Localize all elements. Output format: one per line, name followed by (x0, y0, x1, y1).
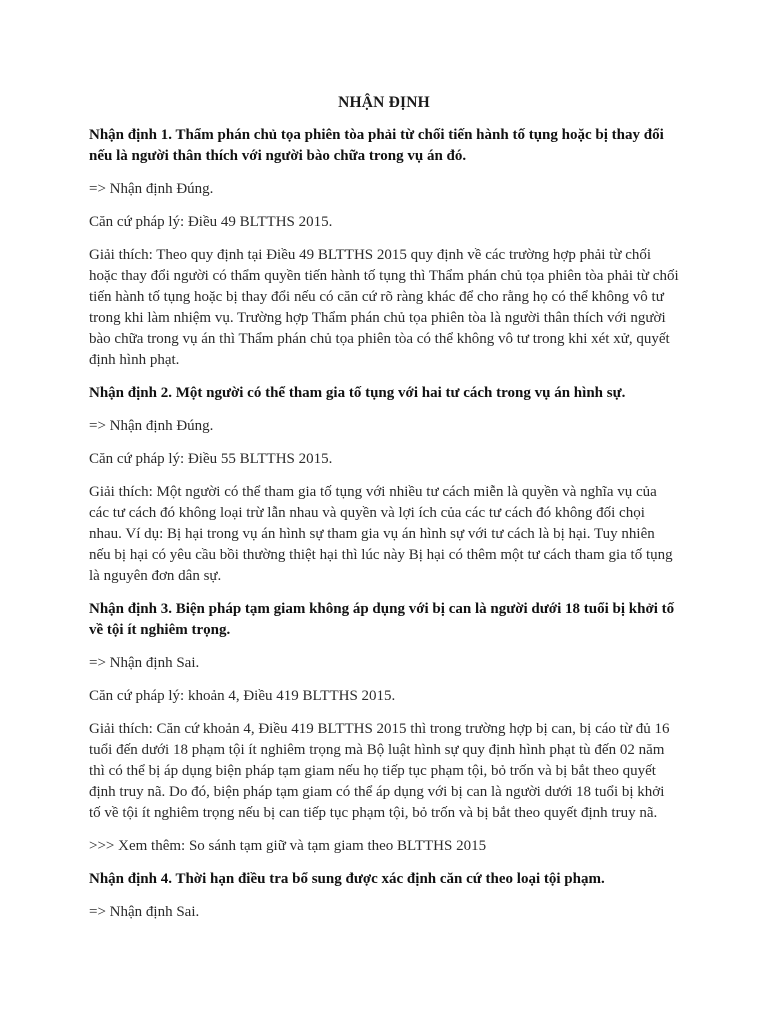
legal-basis-1: Căn cứ pháp lý: Điều 49 BLTTHS 2015. (89, 214, 333, 230)
see-also-link[interactable]: >>> Xem thêm: So sánh tạm giữ và tạm giam theo BLTTHS 2015 (89, 838, 487, 854)
claim-1: Nhận định 1. Thẩm phán chủ tọa phiên tòa phải từ chối tiến hành tố tụng hoặc bị thay đổi nếu là người thân thích với người bào chữa trong vụ án đó. (89, 127, 664, 164)
claim-3: Nhận định 3. Biện pháp tạm giam không áp dụng với bị can là người dưới 18 tuổi bị khởi tố về tội ít nghiêm trọng. (89, 601, 675, 638)
claim-4: Nhận định 4. Thời hạn điều tra bổ sung được xác định căn cứ theo loại tội phạm. (89, 871, 605, 887)
legal-basis-3: Căn cứ pháp lý: khoản 4, Điều 419 BLTTHS 2015. (89, 688, 396, 704)
verdict-1: => Nhận định Đúng. (89, 181, 214, 197)
claim-2: Nhận định 2. Một người có thể tham gia tố tụng với hai tư cách trong vụ án hình sự. (89, 385, 626, 401)
explanation-3: Giải thích: Căn cứ khoản 4, Điều 419 BLTTHS 2015 thì trong trường hợp bị can, bị cáo từ đủ 16 tuổi đến dưới 18 phạm tội ít nghiêm trọng mà Bộ luật hình sự quy định hình phạt tù đến 02 năm thì có thể bị áp dụng biện pháp tạm giam nếu họ tiếp tục phạm tội, bỏ trốn và bị bắt theo quyết định truy nã. Do đó, biện pháp tạm giam có thể áp dụng với bị can là người dưới 18 tuổi bị khởi tố về tội ít nghiêm trọng nếu bị can tiếp tục phạm tội, bỏ trốn và bị bắt theo quyết định truy nã. (89, 721, 670, 821)
explanation-2: Giải thích: Một người có thể tham gia tố tụng với nhiều tư cách miễn là quyền và nghĩa vụ của các tư cách đó không loại trừ lẫn nhau và quyền và lợi ích của các tư cách đó không đối chọi nhau. Ví dụ: Bị hại trong vụ án hình sự tham gia vụ án hình sự với tư cách là bị hại. Tuy nhiên nếu bị hại có yêu cầu bồi thường thiệt hại thì lúc này Bị hại có thêm một tư cách tham gia tố tụng là nguyên đơn dân sự. (89, 484, 673, 584)
verdict-2: => Nhận định Đúng. (89, 418, 214, 434)
document-content (89, 92, 679, 923)
document-title: NHẬN ĐỊNH (338, 94, 430, 111)
verdict-3: => Nhận định Sai. (89, 655, 200, 671)
legal-basis-2: Căn cứ pháp lý: Điều 55 BLTTHS 2015. (89, 451, 333, 467)
verdict-4: => Nhận định Sai. (89, 904, 200, 920)
explanation-1: Giải thích: Theo quy định tại Điều 49 BLTTHS 2015 quy định về các trường hợp phải từ chối hoặc thay đổi người có thẩm quyền tiến hành tố tụng thì Thẩm phán chủ tọa phiên tòa phải từ chối tiến hành tố tụng hoặc bị thay đổi nếu có căn cứ rõ ràng khác để cho rằng họ có thể không vô tư trong khi làm nhiệm vụ. Trường hợp Thẩm phán chủ tọa phiên tòa là người thân thích với người bào chữa trong vụ án thì Thẩm phán chủ tọa phiên tòa có thể không vô tư trong khi xét xử, quyết định hình phạt. (89, 247, 679, 368)
